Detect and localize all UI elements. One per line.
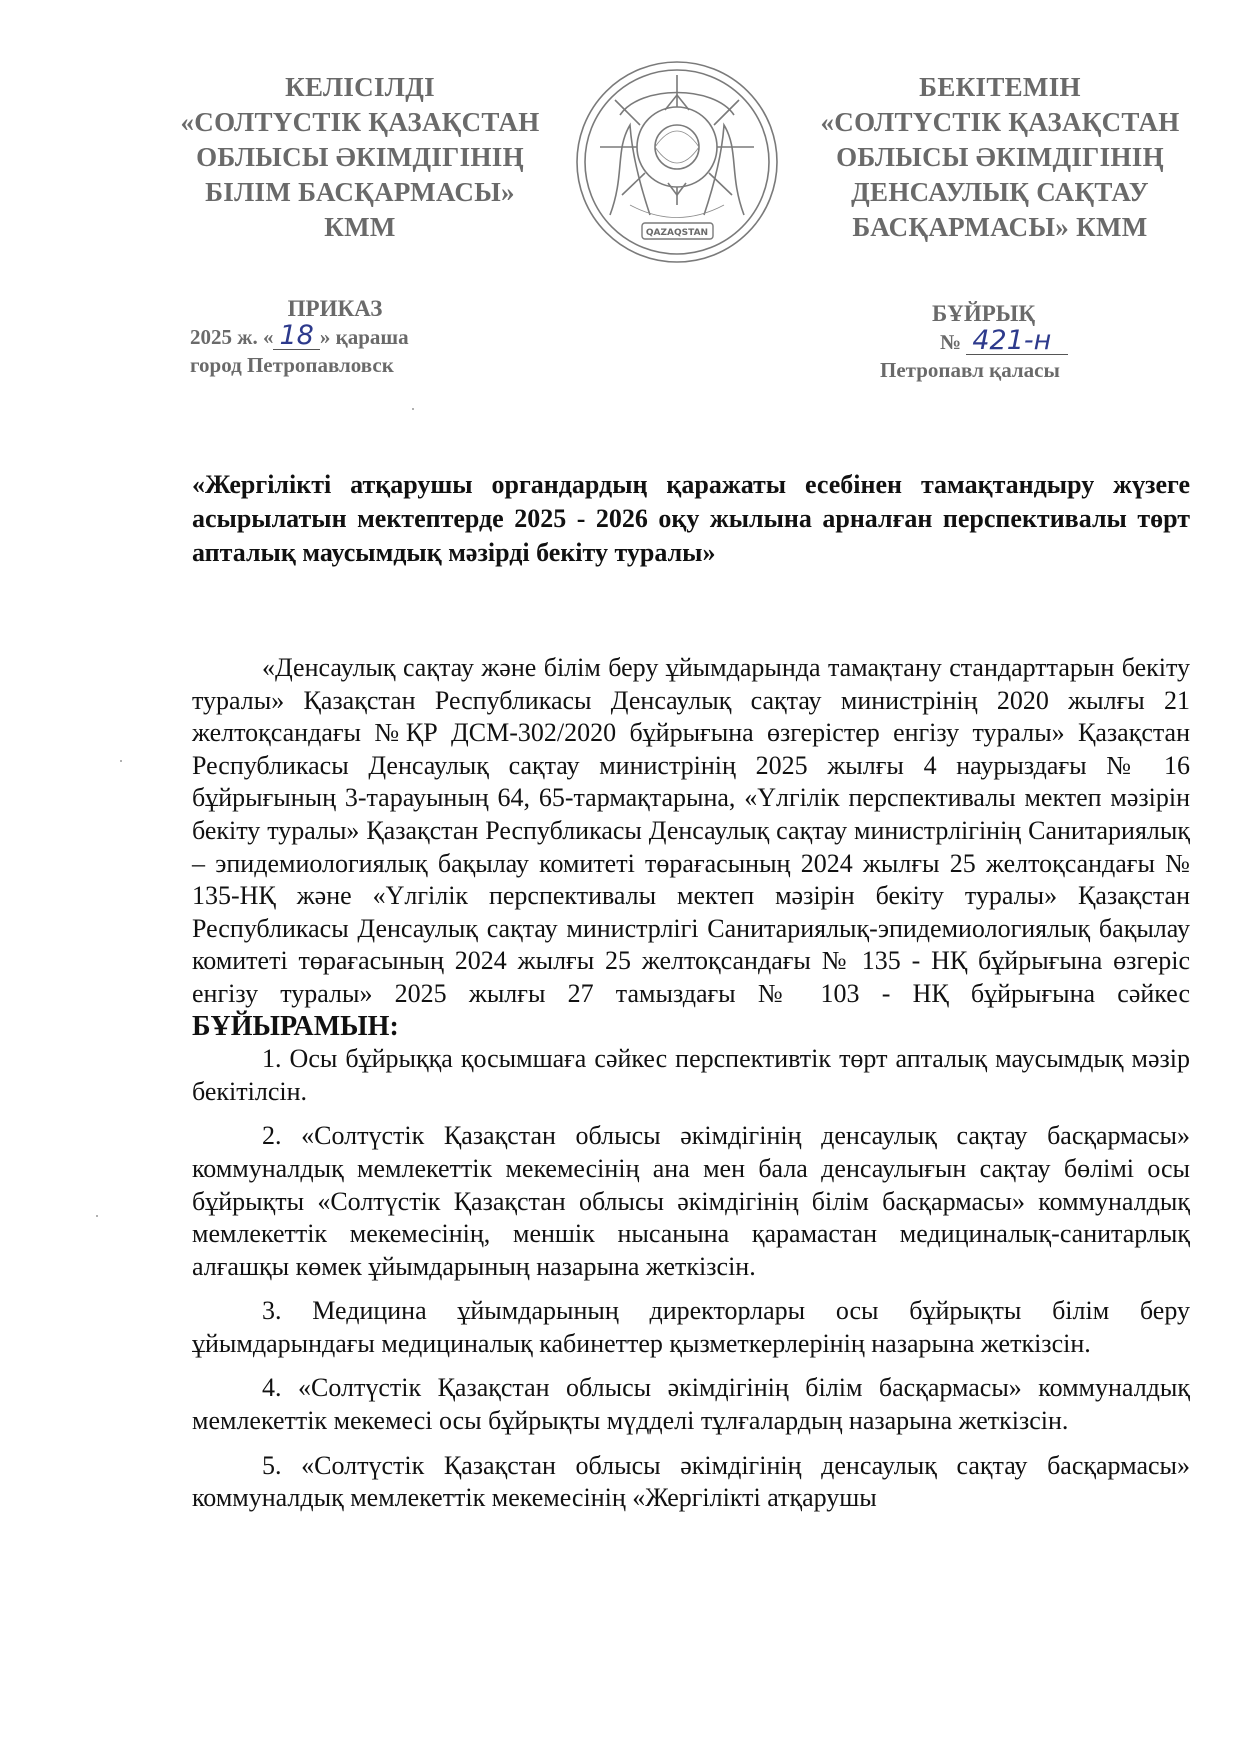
order-date <box>190 320 480 351</box>
preamble-paragraph <box>192 652 1190 1043</box>
header-agreed-line: КММ <box>324 212 396 242</box>
header-approved-block <box>800 70 1200 245</box>
order-item: 1. Осы бұйрыққа қосымшаға сәйкес перспективтік төрт апталық маусымдық мәзір бекітілсін. <box>192 1044 1190 1106</box>
order-meta-ru <box>190 295 480 379</box>
state-emblem-icon <box>570 55 785 270</box>
header-approved-line: БАСҚАРМАСЫ» КММ <box>852 212 1148 242</box>
order-date-suffix: » қараша <box>319 325 409 349</box>
document-title: «Жергілікті атқарушы органдардың қаражаты есебінен тамақтандыру жүзеге асырылатын мектептерде 2025 - 2026 оқу жылына арналған перспективалы төрт апталық маусымдық мәзірді бекіту туралы» <box>192 470 1190 567</box>
order-number-prefix: № <box>940 330 962 354</box>
header-approved-line: БЕКІТЕМІН <box>919 72 1081 102</box>
order-date-prefix: 2025 ж. « <box>190 325 274 349</box>
header-approved-line: ДЕНСАУЛЫҚ САҚТАУ <box>851 177 1149 207</box>
order-number <box>880 325 1140 356</box>
order-item: 5. «Солтүстік Қазақстан облысы әкімдігінің денсаулық сақтау басқармасы» коммуналдық мемлекеттік мекемесінің «Жергілікті атқарушы <box>192 1450 1190 1513</box>
order-item: 3. Медицина ұйымдарының директорлары осы бұйрықты білім беру ұйымдарындағы медициналық кабинеттер қызметкерлерінің назарына жеткізсін. <box>192 1296 1190 1358</box>
header-agreed-block <box>150 70 570 245</box>
header-approved-line: ОБЛЫСЫ ӘКІМДІГІНІҢ <box>836 142 1164 172</box>
scan-speck <box>96 1215 98 1217</box>
order-title-kz: БҰЙРЫҚ <box>932 301 1036 326</box>
order-item: 2. «Солтүстік Қазақстан облысы әкімдігінің денсаулық сақтау басқармасы» коммуналдық мемлекеттік мекемесінің ана мен бала денсаулығын сақтау бөлімі осы бұйрықты «Солтүстік Қазақстан облысы әкімдігінің білім басқармасы» коммуналдық мемлекеттік мекемесінің, меншік нысанына қарамастан медициналық-санитарлық алғашқы көмек ұйымдарының назарына жеткізсін. <box>192 1121 1190 1281</box>
header-approved-line: «СОЛТҮСТІК ҚАЗАҚСТАН <box>820 107 1180 137</box>
document-body <box>192 652 1190 1515</box>
scan-speck <box>120 760 122 762</box>
preamble-text: «Денсаулық сақтау және білім беру ұйымдарында тамақтану стандарттарын бекіту туралы» Қазақстан Республикасы Денсаулық сақтау министрінің 2020 жылғы 21 желтоқсандағы №ҚР ДСМ-302/2020 бұйрығына өзгерістер енгізу туралы» Қазақстан Республикасы Денсаулық сақтау министрінің 2025 жылғы 4 наурыздағы № 16 бұйрығының 3-тарауының 64, 65-тармақтарына, «Үлгілік перспективалы мектеп мәзірін бекіту туралы» Қазақстан Республикасы Денсаулық сақтау министрлігінің Санитариялық – эпидемиологиялық бақылау комитеті төрағасының 2024 жылғы 25 желтоқсандағы № 135-НҚ және «Үлгілік перспективалы мектеп мәзірін бекіту туралы» Қазақстан Республикасы Денсаулық сақтау министрлігі Санитариялық-эпидемиологиялық бақылау комитеті төрағасының 2024 жылғы 25 желтоқсандағы № 135 - НҚ бұйрығына өзгеріс енгізу туралы» 2025 жылғы 27 тамыздағы № 103 - НҚ бұйрығына сәйкес <box>192 653 1190 1008</box>
order-word: БҰЙЫРАМЫН: <box>192 1010 399 1042</box>
order-item: 4. «Солтүстік Қазақстан облысы әкімдігінің білім басқармасы» коммуналдық мемлекеттік мекемесі осы бұйрықты мүдделі тұлғалардың назарына жеткізсін. <box>192 1373 1190 1436</box>
emblem-label: QAZAQSTAN <box>645 228 709 238</box>
header-agreed-line: «СОЛТҮСТІК ҚАЗАҚСТАН <box>180 107 540 137</box>
order-number-handwritten: 421-н <box>966 328 1068 355</box>
order-title-ru: ПРИКАЗ <box>287 296 383 321</box>
header-agreed-line: ОБЛЫСЫ ӘКІМДІГІНІҢ <box>196 142 524 172</box>
scan-speck <box>412 408 414 410</box>
order-city-ru: город Петропавловск <box>190 353 394 377</box>
order-day-handwritten: 18 <box>273 323 319 350</box>
header-agreed-line: БІЛІМ БАСҚАРМАСЫ» <box>205 177 515 207</box>
header-agreed-line: КЕЛІСІЛДІ <box>285 72 435 102</box>
order-city-kz: Петропавл қаласы <box>880 358 1060 382</box>
order-meta-kz <box>880 300 1140 384</box>
